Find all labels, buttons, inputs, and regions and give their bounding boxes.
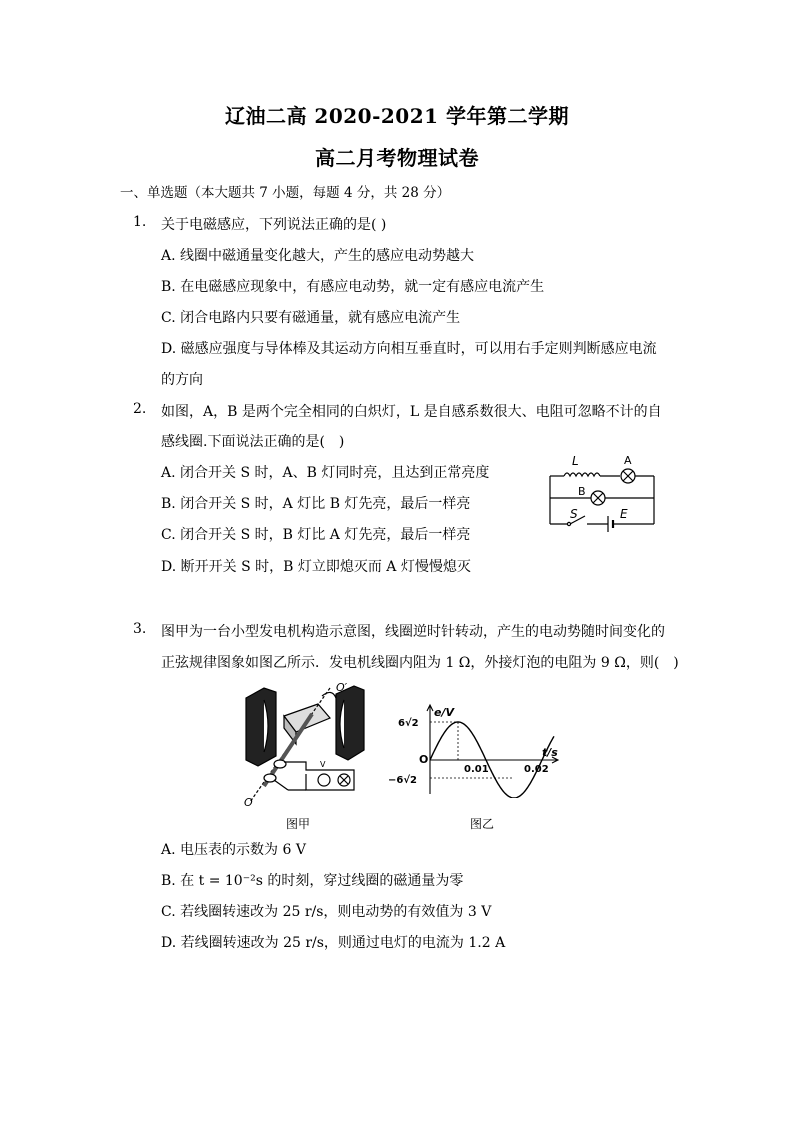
graph-xtick-002: 0.02 <box>524 764 549 775</box>
q1-option-d: D. 磁感应强度与导体棒及其运动方向相互垂直时，可以用右手定则判断感应电流 <box>161 341 657 357</box>
section-heading: 一、单选题（本大题共 7 小题，每题 4 分，共 28 分） <box>120 185 451 201</box>
page-title: 辽油二高 2020-2021 学年第二学期 <box>224 104 570 128</box>
q1-stem: 关于电磁感应，下列说法正确的是( ) <box>161 217 387 233</box>
graph-ytick-bottom: −6√2 <box>388 775 417 786</box>
graph-origin: O <box>419 753 429 766</box>
q3-generator-diagram <box>236 678 366 808</box>
graph-ytick-top: 6√2 <box>398 718 419 729</box>
fig1-label-o-prime: O′ <box>336 681 348 694</box>
circuit-label-e: E <box>620 507 628 521</box>
circuit-label-l: L <box>572 454 579 468</box>
q2-circuit-diagram <box>540 452 665 534</box>
q2-option-c: C. 闭合开关 S 时，B 灯比 A 灯先亮，最后一样亮 <box>161 527 471 543</box>
q3-emf-graph <box>372 700 564 798</box>
q1-option-c: C. 闭合电路内只要有磁通量，就有感应电流产生 <box>161 310 461 326</box>
q2-stem-line2: 感线圈.下面说法正确的是( ) <box>161 434 345 450</box>
circuit-label-s: S <box>570 507 578 521</box>
q2-option-b: B. 闭合开关 S 时，A 灯比 B 灯先亮，最后一样亮 <box>161 496 471 512</box>
q2-option-d: D. 断开开关 S 时，B 灯立即熄灭而 A 灯慢慢熄灭 <box>161 559 471 575</box>
q2-stem-line1: 如图，A，B 是两个完全相同的白炽灯，L 是自感系数很大、电阻可忽略不计的自 <box>161 404 662 420</box>
fig1-caption: 图甲 <box>286 817 311 831</box>
q1-option-b: B. 在电磁感应现象中，有感应电动势，就一定有感应电流产生 <box>161 279 545 295</box>
graph-ylabel: e/V <box>434 706 454 719</box>
q3-stem-line2: 正弦规律图象如图乙所示．发电机线圈内阻为 1 Ω，外接灯泡的电阻为 9 Ω，则( ) <box>161 655 679 671</box>
q3-option-c: C. 若线圈转速改为 25 r/s，则电动势的有效值为 3 V <box>161 904 492 920</box>
q3-option-a: A. 电压表的示数为 6 V <box>161 842 306 858</box>
graph-xtick-001: 0.01 <box>464 764 489 775</box>
q3-option-b: B. 在 t = 10⁻²s 的时刻，穿过线圈的磁通量为零 <box>161 873 464 889</box>
q3-number: 3. <box>133 621 147 637</box>
q3-option-d: D. 若线圈转速改为 25 r/s，则通过电灯的电流为 1.2 A <box>161 935 506 951</box>
circuit-label-a: A <box>624 454 632 467</box>
fig1-label-o: O <box>244 796 253 808</box>
q2-number: 2. <box>133 401 147 417</box>
fig2-caption: 图乙 <box>470 817 495 831</box>
page-subtitle: 高二月考物理试卷 <box>315 146 479 170</box>
q2-option-a: A. 闭合开关 S 时，A、B 灯同时亮，且达到正常亮度 <box>161 465 490 481</box>
q1-option-a: A. 线圈中磁通量变化越大，产生的感应电动势越大 <box>161 248 475 264</box>
q1-option-d-continued: 的方向 <box>161 372 203 388</box>
q3-stem-line1: 图甲为一台小型发电机构造示意图，线圈逆时针转动，产生的电动势随时间变化的 <box>161 624 665 640</box>
circuit-label-b: B <box>578 485 586 498</box>
svg-text:V: V <box>320 760 326 769</box>
graph-xlabel: t/s <box>542 746 558 759</box>
q1-number: 1. <box>133 214 147 230</box>
